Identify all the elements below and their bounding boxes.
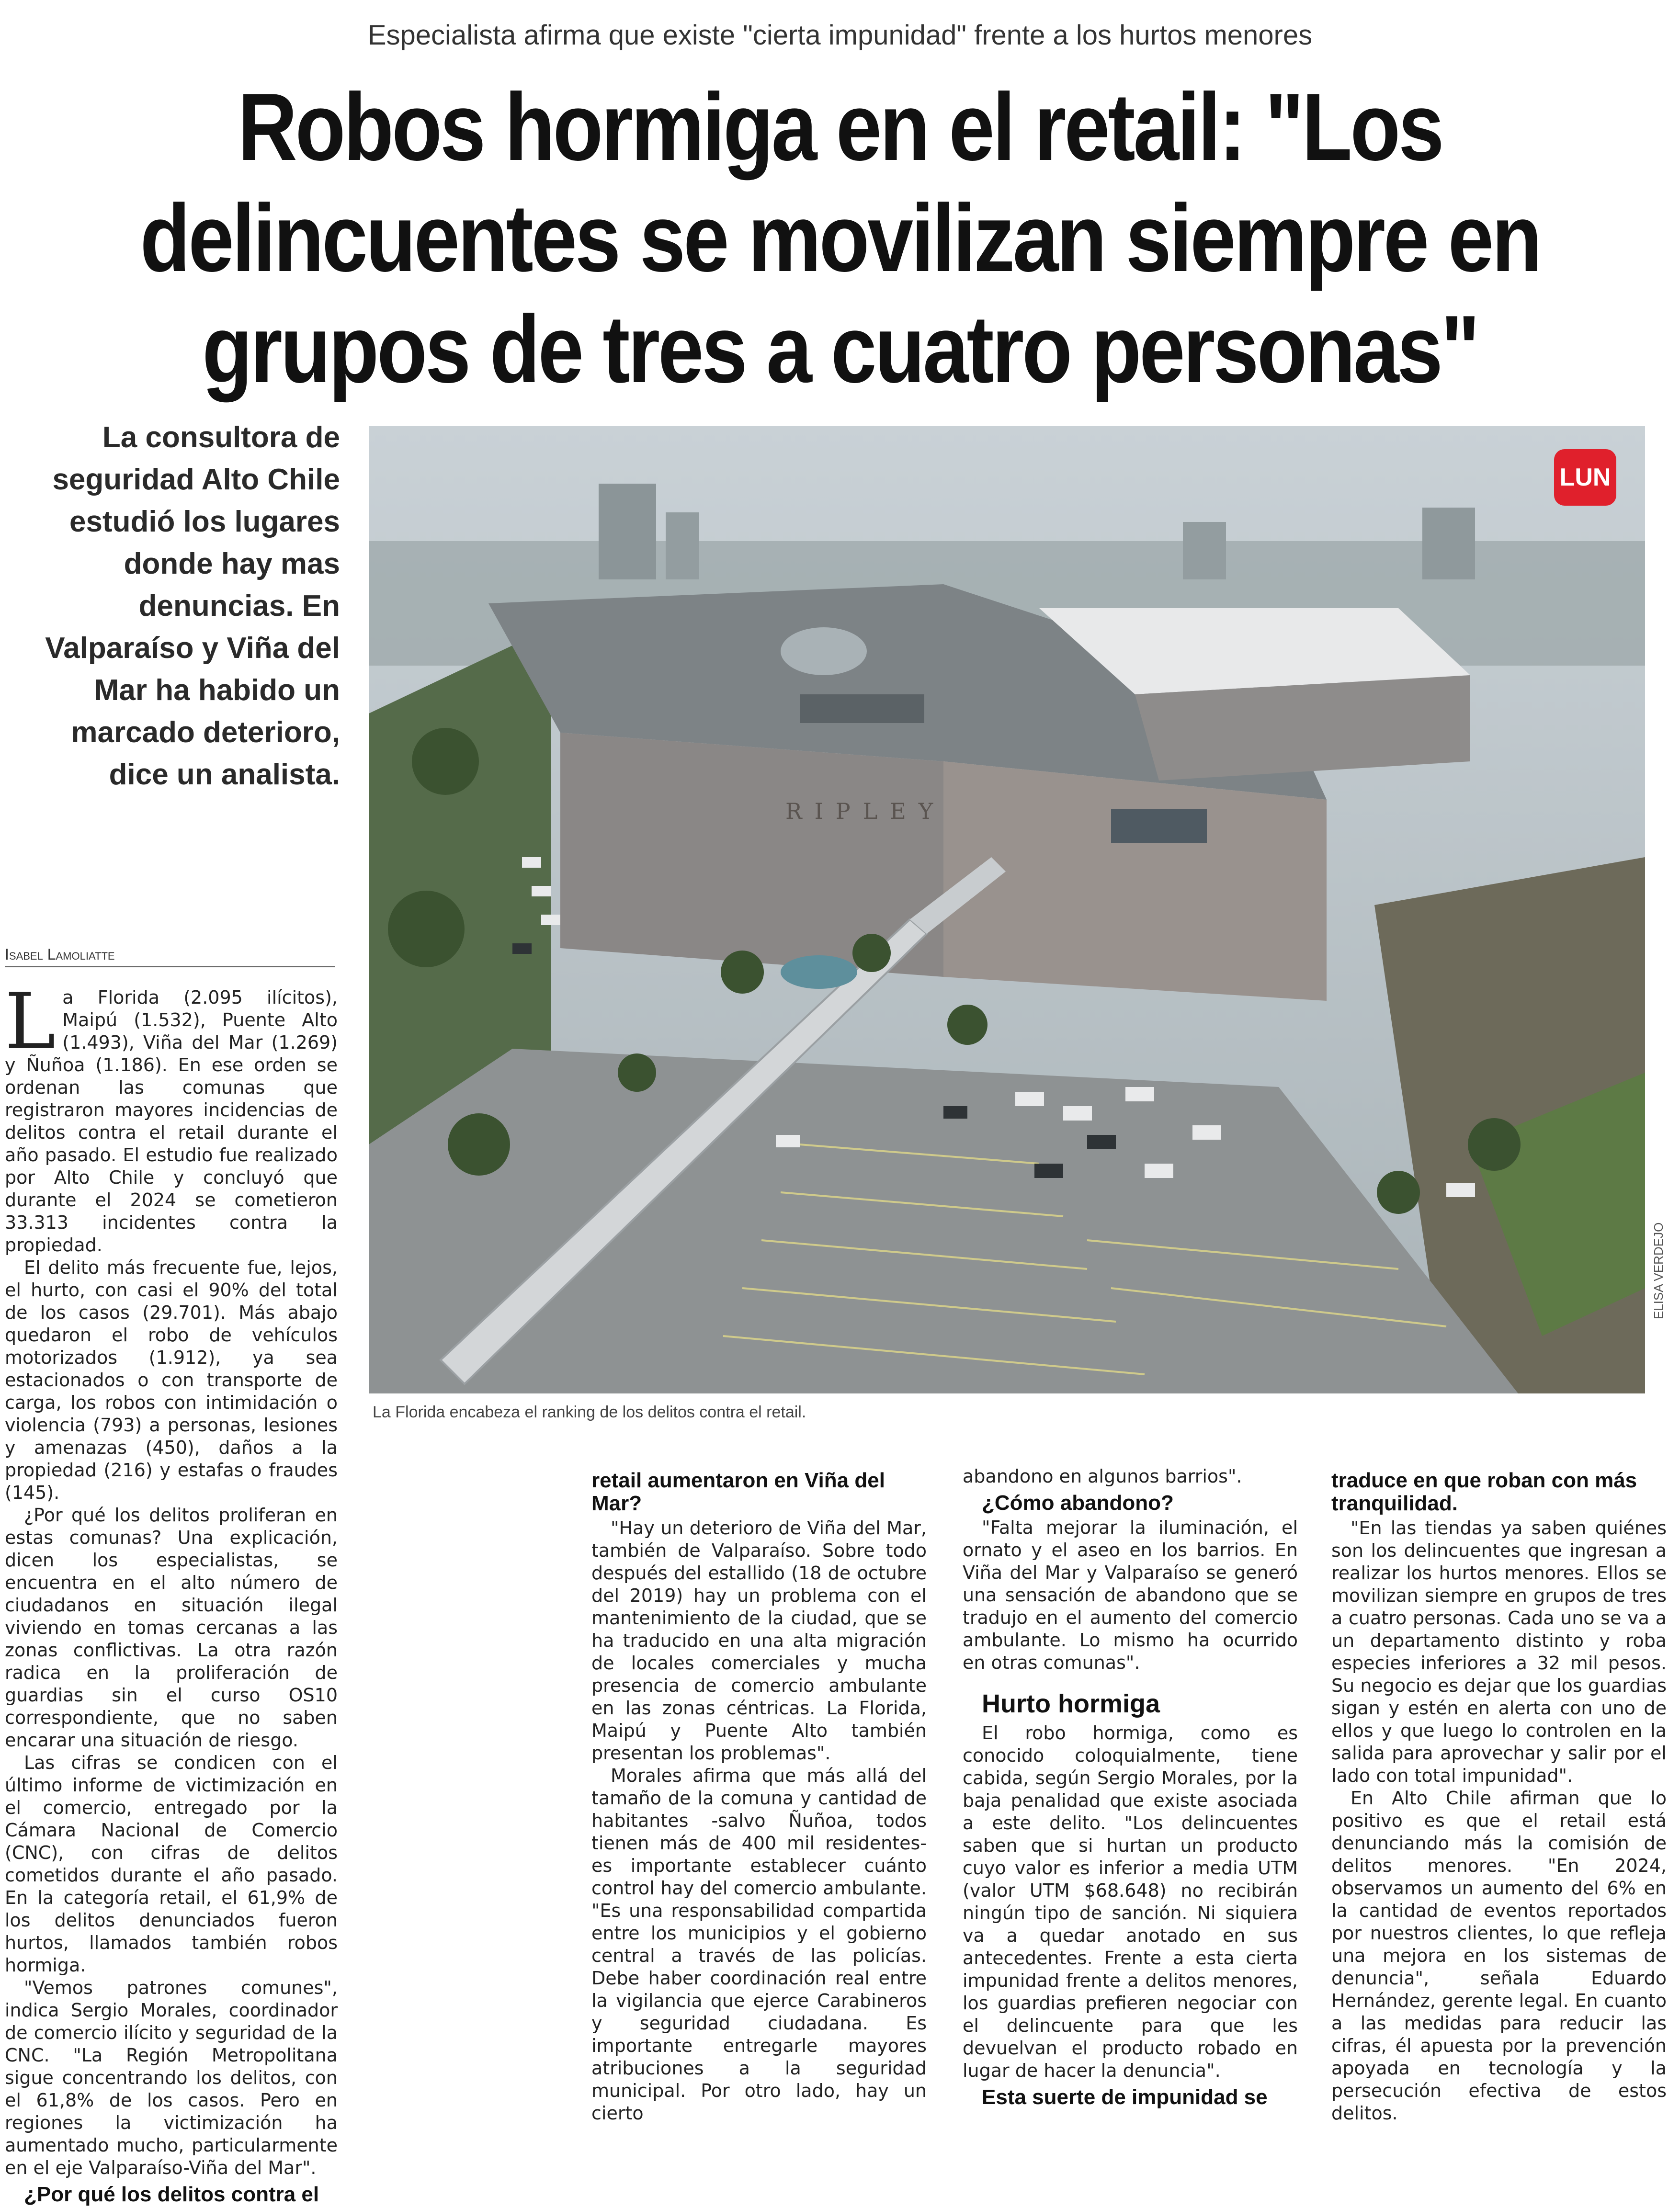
- body-paragraph: "Hay un deterioro de Viña del Mar, también de Valparaíso. Sobre todo después del estallido (18 de octubre del 2019) hay un problema con el mantenimiento de la ciudad, que se ha traducido en una alta migración de locales comerciales y mucha presencia de comercio ambulante en las zonas céntricas. La Florida, Maipú y Puente Alto también presentan los problemas".: [591, 1517, 927, 1764]
- headline-line: grupos de tres a cuatro personas": [202, 296, 1478, 403]
- body-paragraph: "Vemos patrones comunes", indica Sergio Morales, coordinador de comercio ilícito y seguridad de la CNC. "La Región Metropolitana sigue concentrando los delitos, con el 61,8% de los casos. Pero en regiones la victimización ha aumentado mucho, particularmente en el eje Valparaíso-Viña del Mar".: [5, 1977, 338, 2178]
- body-paragraph: En Alto Chile afirman que lo positivo es que el retail está denunciando más la comisión de delitos menores. "En 2024, observamos un aumento del 6% en la cantidad de eventos reportados por nuestros clientes, lo que refleja una mejora en los sistemas de denuncia", señala Eduardo Hernández, gerente legal. En cuanto a las medidas para reducir las cifras, él apuesta por la prevención apoyada en tecnología y la persecución efectiva de estos delitos.: [1331, 1788, 1667, 2124]
- paragraph-text: a Florida (2.095 ilícitos), Maipú (1.532), Puente Alto (1.493), Viña del Mar (1.269) y Ñuñoa (1.186). En ese orden se ordenan las comunas que registraron mayores incidencias de delitos contra el retail durante el año pasado. El estudio fue realizado por Alto Chile y concluyó que durante el 2024 se cometieron 33.313 incidentes contra la propiedad.: [5, 987, 338, 1256]
- article-headline: [118, 72, 1563, 405]
- question-subhead-continued: traduce en que roban con más tranquilidad.: [1331, 1469, 1637, 1515]
- lun-logo: LUN: [1554, 449, 1616, 506]
- article-kicker: Especialista afirma que existe "cierta impunidad" frente a los hurtos menores: [367, 20, 1313, 51]
- aerial-mall-photo: [369, 426, 1645, 1393]
- drop-cap: L: [5, 976, 56, 1066]
- headline-line: delincuentes se movilizan siempre en: [140, 185, 1540, 292]
- question-subhead-continued: retail aumentaron en Viña del Mar?: [591, 1469, 885, 1515]
- photo-caption: La Florida encabeza el ranking de los delitos contra el retail.: [373, 1403, 806, 1421]
- store-sign: RIPLEY: [785, 798, 946, 824]
- body-paragraph: El robo hormiga, como es conocido coloquialmente, tiene cabida, según Sergio Morales, por la baja penalidad que existe asociada a este delito. "Los delincuentes saben que si hurtan un producto cuyo valor es inferior a media UTM (valor UTM $68.648) no recibirán ningún tipo de sanción. Ni siquiera va a quedar anotado en sus antecedentes. Frente a esta cierta impunidad frente a delitos menores, los guardias prefieren negociar con el delincuente para que les devuelvan el producto robado en lugar de hacer la denuncia".: [963, 1722, 1298, 2081]
- body-paragraph: Morales afirma que más allá del tamaño de la comuna y cantidad de habitantes -salvo Ñuñoa, todos tienen más de 400 mil residentes- es importante establecer cuánto control hay del comercio ambulante. "Es una responsabilidad compartida entre los municipios y el gobierno central a través de las policías. Debe haber coordinación real entre la vigilancia que ejerce Carabineros y seguridad ciudadana. Es importante entregarle mayores atribuciones a la seguridad municipal. Por otro lado, hay un cierto: [591, 1765, 927, 2124]
- section-subhead: Hurto hormiga: [982, 1689, 1160, 1718]
- question-subhead: ¿Por qué los delitos contra el: [24, 2183, 319, 2206]
- body-paragraph: El delito más frecuente fue, lejos, el hurto, con casi el 90% del total de los casos (29.701). Más abajo quedaron el robo de vehículos motorizados (1.912), ya sea estacionados o con transporte de carga, los robos con intimidación o violencia (793) a personas, lesiones y amenazas (450), daños a la propiedad (216) y estafas o fraudes (145).: [5, 1257, 338, 1503]
- body-paragraph: "En las tiendas ya saben quiénes son los delincuentes que ingresan a realizar los hurtos menores. Ellos se movilizan siempre en grupos de tres a cuatro personas. Cada uno se va a un departamento distinto y roba especies inferiores a 32 mil pesos. Su negocio es dejar que los guardias sigan y estén en alerta con uno de ellos y que luego lo controlen en la salida para aprovechar y salir por el lado con total impunidad".: [1331, 1517, 1667, 1786]
- body-paragraph: [5, 976, 338, 1257]
- body-paragraph: "Falta mejorar la iluminación, el ornato y el aseo en los barrios. En Viña del Mar y Valparaíso se generó una sensación de abandono que se tradujo en el aumento del comercio ambulante. Lo mismo ha ocurrido en otras comunas".: [963, 1517, 1298, 1673]
- body-column-4: [1331, 1465, 1667, 2125]
- body-paragraph-continued: abandono en algunos barrios".: [963, 1466, 1242, 1487]
- body-column-2: [591, 1465, 927, 2125]
- body-paragraph: ¿Por qué los delitos proliferan en estas comunas? Una explicación, dicen los especialistas, se encuentra en el alto número de ciudadanos en situación ilegal viviendo en tomas cercanas a las zonas conflictivas. La otra razón radica en la proliferación de guardias sin el curso OS10 correspondiente, que no saben encarar una situación de riesgo.: [5, 1505, 338, 1751]
- byline: Isabel Lamoliatte: [5, 946, 335, 967]
- body-column-3: [963, 1465, 1298, 2111]
- photo-credit: ELISA VERDEJO: [1651, 1222, 1666, 1319]
- body-paragraph: Las cifras se condicen con el último informe de victimización en el comercio, entregado por la Cámara Nacional de Comercio (CNC), con cifras de delitos cometidos durante el año pasado. En la categoría retail, el 61,9% de los delitos denunciados fueron hurtos, llamados también robos hormiga.: [5, 1752, 338, 1976]
- photo-illustration: [369, 426, 1645, 1393]
- question-subhead: Esta suerte de impunidad se: [982, 2085, 1268, 2109]
- article-summary: La consultora de seguridad Alto Chile estudió los lugares donde hay mas denuncias. En Valparaíso y Viña del Mar ha habido un marcado deterioro, dice un analista.: [45, 421, 340, 791]
- headline-line: Robos hormiga en el retail: "Los: [238, 74, 1442, 181]
- body-column-1: [5, 976, 338, 2208]
- question-subhead: ¿Cómo abandono?: [982, 1491, 1174, 1515]
